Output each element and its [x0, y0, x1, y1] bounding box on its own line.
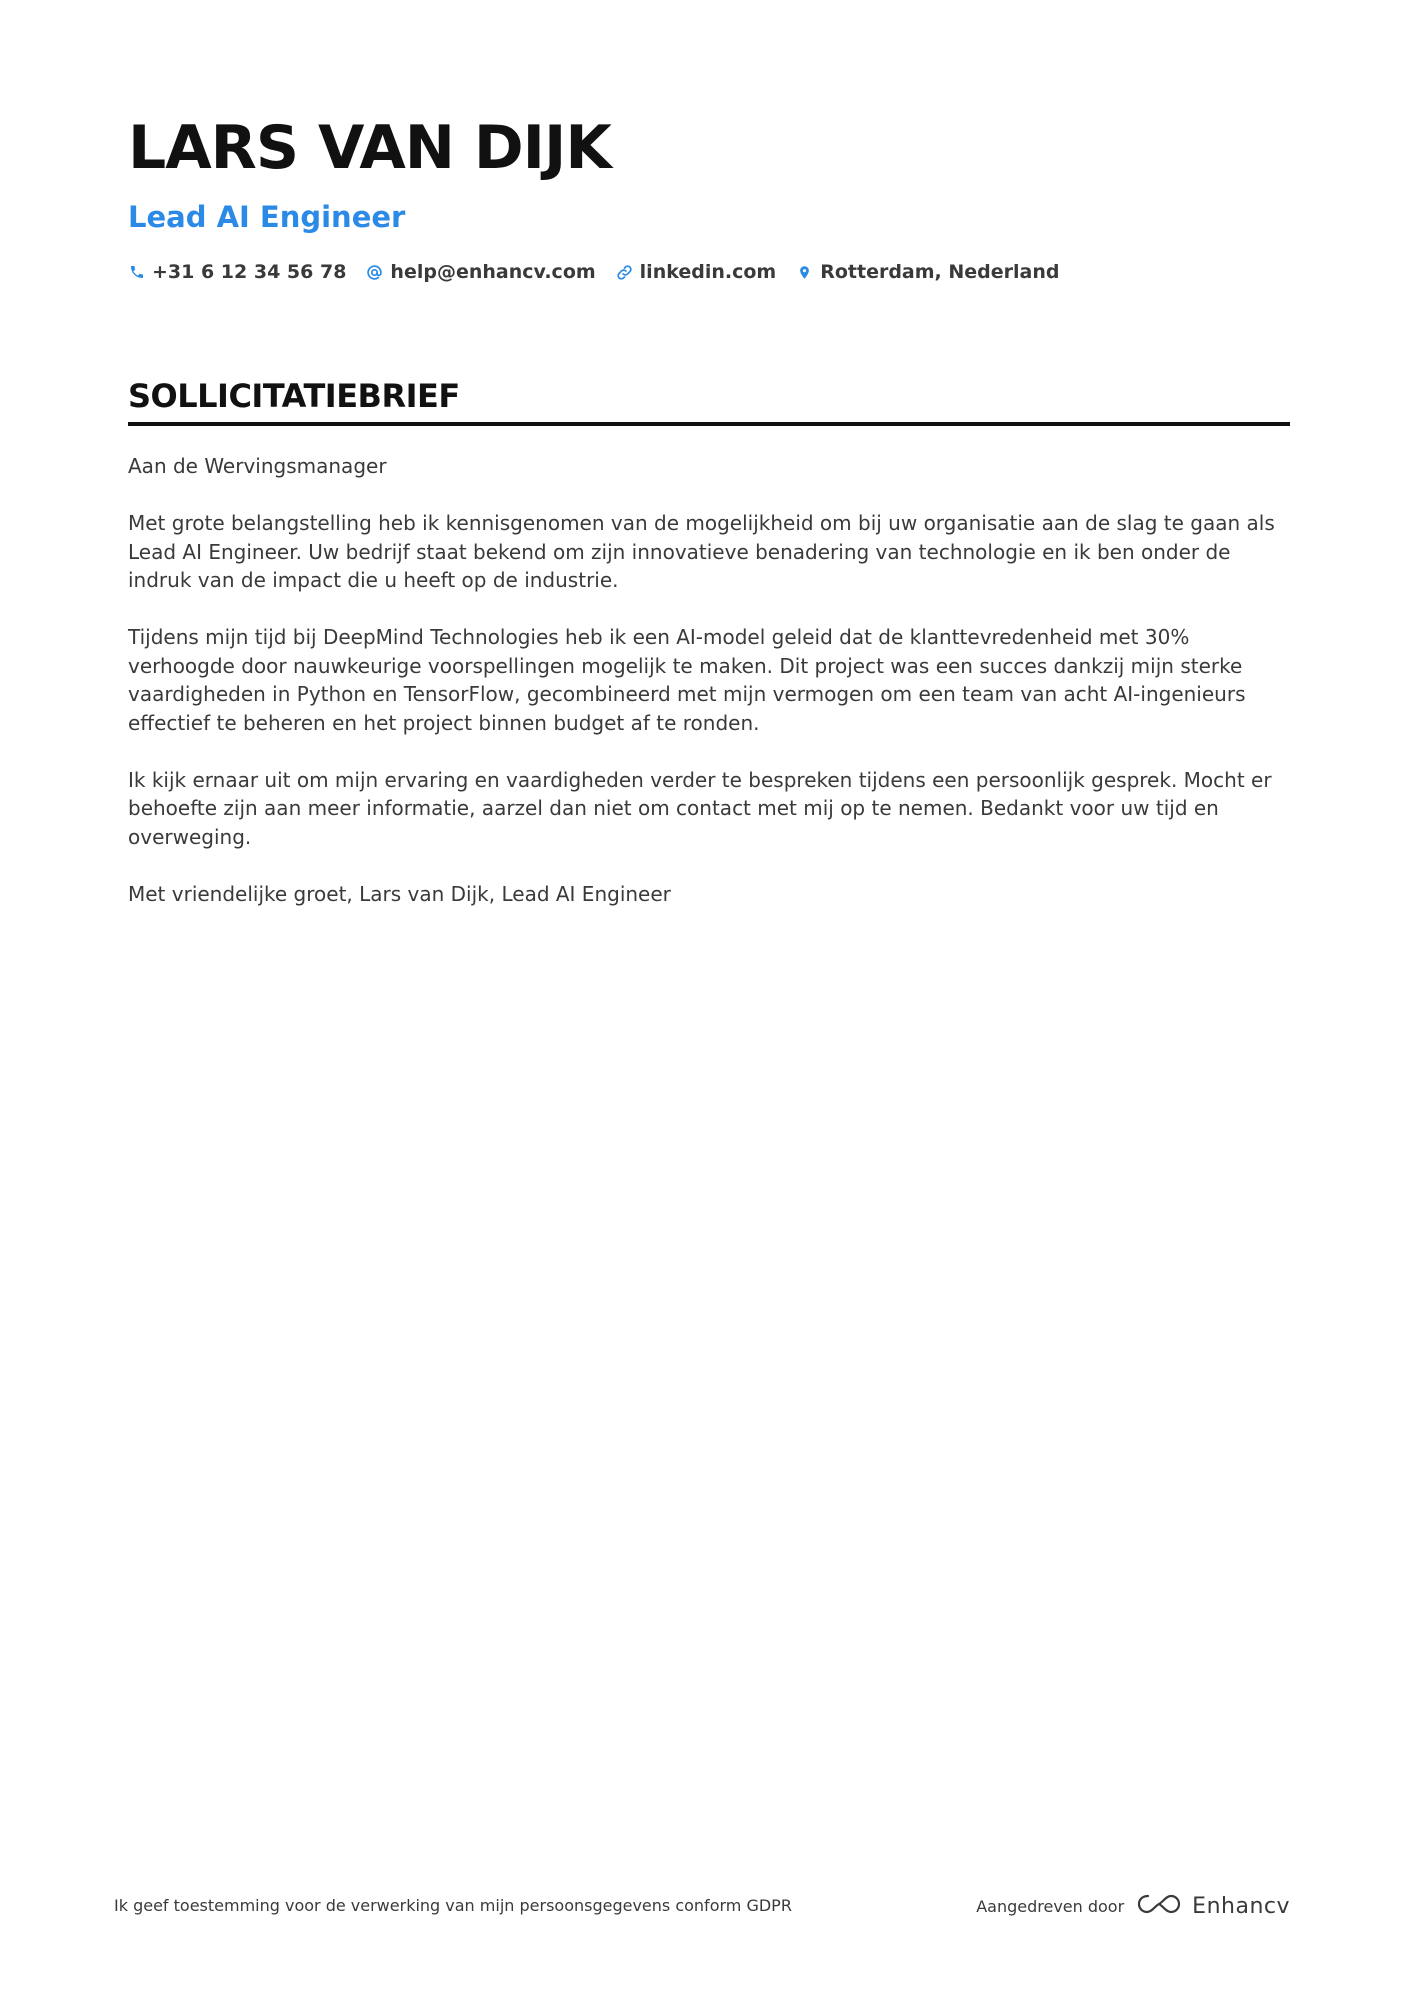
- link-icon: [616, 264, 633, 281]
- contact-linkedin-text: linkedin.com: [639, 261, 777, 283]
- contact-phone[interactable]: [128, 258, 346, 286]
- brand-name: Enhancv: [1192, 1893, 1290, 1919]
- contact-location: [796, 258, 1059, 286]
- contact-email[interactable]: [366, 258, 595, 286]
- candidate-role: Lead AI Engineer: [128, 200, 406, 234]
- powered-by[interactable]: [976, 1892, 1290, 1920]
- at-icon: [366, 264, 383, 281]
- candidate-name: LARS VAN DIJK: [128, 113, 611, 183]
- brand-logo[interactable]: [1136, 1892, 1290, 1920]
- enhancv-logo-icon: [1136, 1892, 1182, 1920]
- letter-paragraph-2: Tijdens mijn tijd bij DeepMind Technologies heb ik een AI-model geleid dat de klanttevredenheid met 30% verhoogde door nauwkeurige voorspellingen mogelijk te maken. Dit project was een succes dankzij mijn sterke vaardigheden in Python en TensorFlow, gecombineerd met mijn vermogen om een team van acht AI-ingenieurs effectief te beheren en het project binnen budget af te ronden.: [128, 625, 1246, 735]
- powered-by-label: Aangedreven door: [976, 1896, 1125, 1916]
- cover-letter-page: [128, 110, 1290, 937]
- contact-linkedin[interactable]: [616, 258, 777, 286]
- contact-bar: [128, 258, 1290, 286]
- location-pin-icon: [796, 264, 813, 281]
- letter-closing: Met vriendelijke groet, Lars van Dijk, Lead AI Engineer: [128, 881, 671, 906]
- gdpr-consent: Ik geef toestemming voor de verwerking van mijn persoonsgegevens conform GDPR: [114, 1896, 792, 1915]
- section-divider: [128, 422, 1290, 426]
- letter-greeting: Aan de Wervingsmanager: [128, 454, 387, 478]
- contact-phone-text: +31 6 12 34 56 78: [152, 261, 347, 283]
- letter-body: [128, 452, 1290, 908]
- page-footer: [114, 1892, 1290, 1920]
- letter-paragraph-3: Ik kijk ernaar uit om mijn ervaring en vaardigheden verder te bespreken tijdens een persoonlijk gesprek. Mocht er behoefte zijn aan meer informatie, aarzel dan niet om contact met mij op te nemen. Bedankt voor uw tijd en overweging.: [128, 767, 1272, 849]
- section-title: SOLLICITATIEBRIEF: [128, 377, 460, 415]
- phone-icon: [128, 264, 145, 281]
- letter-paragraph-1: Met grote belangstelling heb ik kennisgenomen van de mogelijkheid om bij uw organisatie aan de slag te gaan als Lead AI Engineer. Uw bedrijf staat bekend om zijn innovatieve benadering van technologie en ik ben onder de indruk van de impact die u heeft op de industrie.: [128, 511, 1275, 592]
- contact-email-text: help@enhancv.com: [390, 261, 596, 283]
- contact-location-text: Rotterdam, Nederland: [820, 261, 1060, 283]
